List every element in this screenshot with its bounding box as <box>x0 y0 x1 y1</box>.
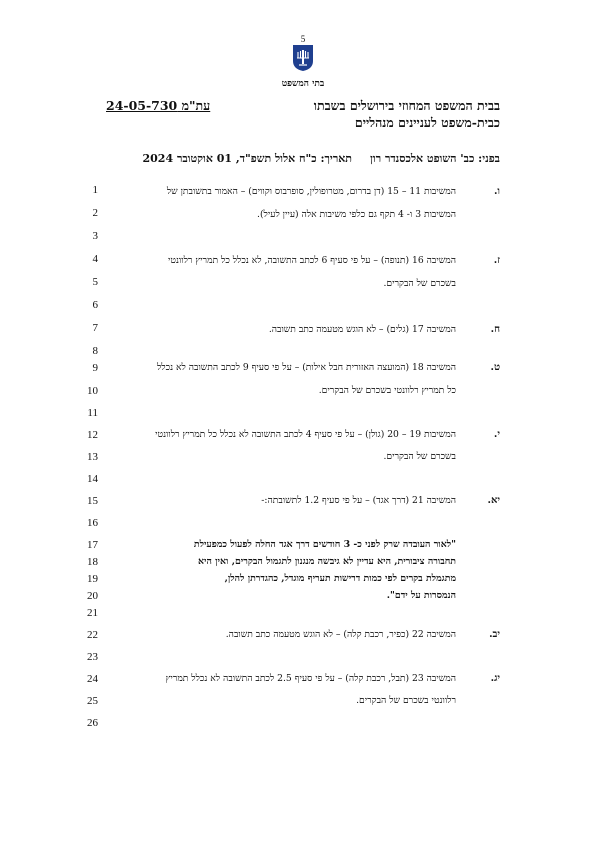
paragraph-marker: י. <box>493 429 500 440</box>
line-number: 6 <box>92 299 98 311</box>
line-number: 19 <box>87 573 98 585</box>
line-number: 10 <box>87 385 98 397</box>
line-number: 13 <box>87 451 98 463</box>
paragraph-line: המשיבה 23 (תבל, רכבת קלה) – על פי סעיף 2.5 לכתב התשובה לא נכלל תמריץ <box>165 673 456 684</box>
court-division: כבית-משפט לעניינים מנהליים <box>354 115 500 130</box>
paragraph-line: המשיבות 11 – 15 (דן בדרום, מטרופולין, סופרבוס וקווים) – האמור בתשובתן של <box>166 186 456 197</box>
line-number: 1 <box>92 184 98 196</box>
line-number: 22 <box>87 629 98 641</box>
line-number: 16 <box>87 517 98 529</box>
line-number: 12 <box>87 429 98 441</box>
court-name: בבית המשפט המחוזי בירושלים בשבתו <box>313 98 500 113</box>
line-number: 25 <box>87 695 98 707</box>
paragraph-marker: ט. <box>490 362 500 373</box>
quote-line: "לאור העובדה שרק לפני כ- 3 חודשים דרך אגד החלה לפעול כמפעילת <box>193 539 456 550</box>
paragraph-marker: ח. <box>490 324 500 335</box>
paragraph-marker: יב. <box>489 629 500 640</box>
hearing-date: תאריך: כ"ח אלול תשפ"ד, 01 אוקטובר 2024 <box>142 152 352 165</box>
judge-name: בפני: כב' השופט אלכסנדר רון <box>370 152 500 165</box>
case-number: עת"מ 24-05-730 <box>106 98 211 113</box>
paragraph-line: רלוונטי בשכרם של הבקרים. <box>356 695 456 706</box>
paragraph-line: המשיבה 17 (גלים) – לא הוגש מטעמה כתב תשובה. <box>268 324 456 335</box>
line-number: 17 <box>87 539 98 551</box>
emblem-caption: בתי המשפט <box>281 79 325 89</box>
paragraph-line: בשכרם של הבקרים. <box>383 451 456 462</box>
paragraph-line: המשיבה 22 (כפיר, רכבת קלה) – לא הוגש מטעמה כתב תשובה. <box>225 629 456 640</box>
paragraph-marker: יג. <box>490 673 500 684</box>
paragraph-marker: ו. <box>493 186 500 197</box>
paragraph-line: המשיבה 21 (דרך אגד) – על פי סעיף 1.2 לתשובתה:- <box>261 495 456 506</box>
paragraph-line: המשיבות 19 – 20 (גולן) – על פי סעיף 4 לכתב התשובה לא נכלל כל תמריץ רלוונטי <box>155 429 456 440</box>
line-number: 2 <box>92 207 98 219</box>
line-number: 4 <box>92 253 98 265</box>
line-number: 3 <box>92 230 98 242</box>
page-number: 5 <box>300 34 306 44</box>
paragraph-line: המשיבה 16 (תנופה) – על פי סעיף 6 לכתב התשובה, לא נכלל כל תמריץ רלוונטי <box>167 255 456 266</box>
line-number: 20 <box>87 590 98 602</box>
line-number: 15 <box>87 495 98 507</box>
paragraph-line: המשיבות 3 ו- 4 תקף גם כלפי משיבות אלה (עיין לעיל). <box>257 209 456 220</box>
line-number: 11 <box>87 407 98 419</box>
paragraph-line: כל תמריץ רלוונטי בשכרם של הבקרים. <box>318 385 456 396</box>
line-number: 24 <box>87 673 98 685</box>
line-number: 18 <box>87 556 98 568</box>
line-number: 21 <box>87 607 98 619</box>
paragraph-line: המשיבה 18 (המועצה האזורית חבל אילות) – על פי סעיף 9 לכתב התשובה לא נכלל <box>157 362 456 373</box>
quote-line: מתגמלת בקרים לפי כמות דרישות תעריף מוגדל, כהגדרתן להלן, <box>224 573 456 584</box>
line-number: 5 <box>92 276 98 288</box>
quote-line: הנמסרות על ידם". <box>386 590 456 601</box>
line-number: 7 <box>92 322 98 334</box>
court-emblem-icon <box>291 43 315 72</box>
paragraph-marker: ז. <box>493 255 500 266</box>
line-number: 8 <box>92 345 98 357</box>
line-number: 26 <box>87 717 98 729</box>
line-number: 14 <box>87 473 98 485</box>
paragraph-line: בשכרם של הבקרים. <box>383 278 456 289</box>
line-number: 23 <box>87 651 98 663</box>
quote-line: תחבורה ציבורית, היא עדיין לא גיבשה מנגנון לתגמול הבקרים, ואין היא <box>198 556 456 567</box>
line-number: 9 <box>92 362 98 374</box>
paragraph-marker: יא. <box>487 495 500 506</box>
